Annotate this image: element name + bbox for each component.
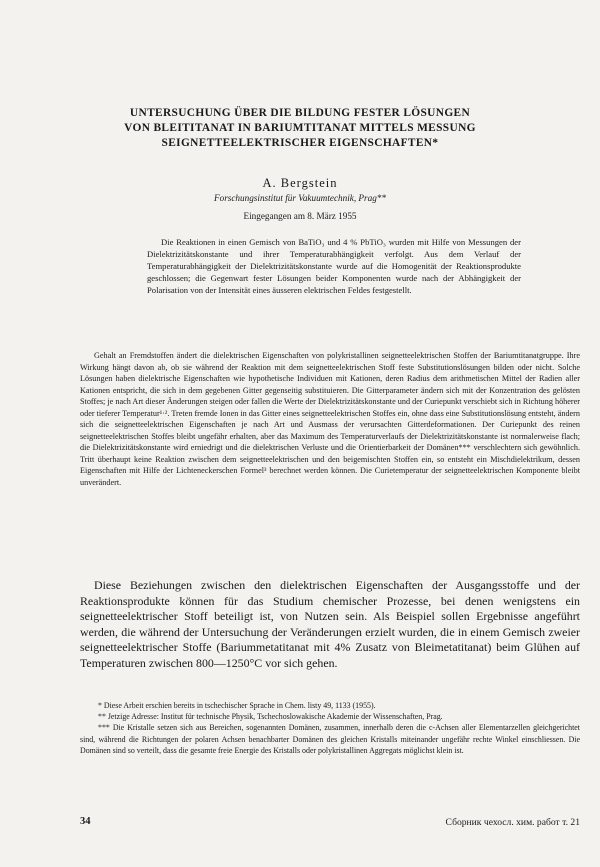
- main-paragraph: Diese Beziehungen zwischen den dielektrischen Eigenschaften der Ausgangsstoffe und der Reaktionsprodukte können für das Studium chemischer Prozesse, bei denen wenigstens ein seignetteelektrischer Stoff beteiligt ist, von Nutzen sein. Als Beispiel sollen Ergebnisse angeführt werden, die während der Untersuchung der Veränderungen erzielt wurden, die in einem Gemisch zweier seignetteelektrischer Stoffe (Bariummetatitanat mit 4% Zusatz von Bleimetatitanat) beim Glühen auf Temperaturen zwischen 800—1250°C vor sich gehen.: [80, 578, 580, 670]
- footnote-2: ** Jetzige Adresse: Institut für technische Physik, Tschechoslowakische Akademie der Wissenschaften, Prag.: [98, 712, 443, 722]
- author-affiliation: Forschungsinstitut für Vakuumtechnik, Prag**: [214, 193, 386, 203]
- footnote-1: * Diese Arbeit erschien bereits in tschechischer Sprache in Chem. listy 49, 1133 (1955).: [98, 701, 376, 710]
- footnote-3: *** Die Kristalle setzen sich aus Bereichen, sogenannten Domänen, zusammen, innerhalb deren die c-Achsen aller Elementarzellen gleichgerichtet sind, während die Richtungen der polaren Achsen benachbarter Domänen des gleichen Kristalls miteinander ungefähr rechte Winkel einschliessen. Die Domänen sind so verteilt, dass die gesamte freie Energie des Kristalls oder polykristallinen Aggregats möglichst klein ist.: [80, 723, 580, 755]
- abstract: Die Reaktionen in einen Gemisch von BaTiO₃ und 4 % PbTiO₃ wurden mit Hilfe von Messungen der Dielektrizitätskonstante und ihrer Temperaturabhängigkeit verfolgt. Aus dem Verlauf der Temperaturabhängigkeit der Dielektrizitätskonstante wurde auf die Homogenität der Reaktionsprodukte geschlossen; die Gegenwart fester Lösungen beider Komponenten wurde nach der Abhängigkeit der Polarisation von der Intensität eines äusseren elektrischen Feldes festgestellt.: [147, 237, 521, 296]
- title-line-1: UNTERSUCHUNG ÜBER DIE BILDUNG FESTER LÖSUNGEN: [129, 107, 471, 119]
- received-date: Eingegangen am 8. März 1955: [243, 211, 357, 221]
- page-number: 34: [80, 816, 91, 827]
- intro-paragraph: Gehalt an Fremdstoffen ändert die dielektrischen Eigenschaften von polykristallinen seignetteelektrischen Stoffen der Bariumtitanatgruppe. Ihre Wirkung hängt davon ab, ob sie während der Reaktion mit dem seignetteelektrischen Stoff feste Substitutionslösungen bilden oder nicht. Solche Lösungen haben dielektrische Eigenschaften wie hypothetische Individuen mit Kationen, deren Radius dem arithmetischen Mittel der Radien aller Kationen entspricht, die sich in dem gegebenen Gitter gegenseitig substituieren. Die Gitterparameter ändern sich mit der Konzentration des gelösten Stoffes; je nach Art dieser Änderungen steigen oder fallen die Werte der Dielektrizitätskonstante und der Curiepunkt verschiebt sich in Richtung höherer oder tieferer Temperatur¹·². Treten fremde Ionen in das Gitter eines seignetteelektrischen Stoffes ein, ohne dass eine Substitutionslösung entsteht, ändern sich die seignetteelektrischen Eigenschaften je nach Art und Ausmass der verursachten Gitterdeformationen. Der Curiepunkt des reinen seignetteelektrischen Stoffes bleibt ungefähr erhalten, aber das Maximum des Temperaturverlaufs der Dielektrizitätskonstante ist normalerweise flach; die Dielektrizitätskonstante wird erniedrigt und die dielektrischen Verluste und die Orientierbarkeit der Domänen*** verschlechtern sich gewöhnlich. Tritt überhaupt keine Reaktion zwischen dem seignetteelektrischen und den beigemischten Stoffen ein, so entsteht ein Mischdielektrikum, dessen Eigenschaften mit Hilfe der Lichteneckerschen Formel³ berechnet werden können. Die Curietemperatur der seignetteelektrischen Komponente bleibt unverändert.: [80, 351, 580, 488]
- title-line-2: VON BLEITITANAT IN BARIUMTITANAT MITTELS MESSUNG: [124, 122, 476, 134]
- title-line-3: SEIGNETTEELEKTRISCHER EIGENSCHAFTEN*: [161, 137, 439, 149]
- author-name: A. Bergstein: [262, 176, 338, 190]
- footnotes: [80, 700, 580, 756]
- paper-title: [60, 106, 540, 151]
- journal-reference: Сборник чехосл. хим. работ т. 21: [445, 817, 580, 828]
